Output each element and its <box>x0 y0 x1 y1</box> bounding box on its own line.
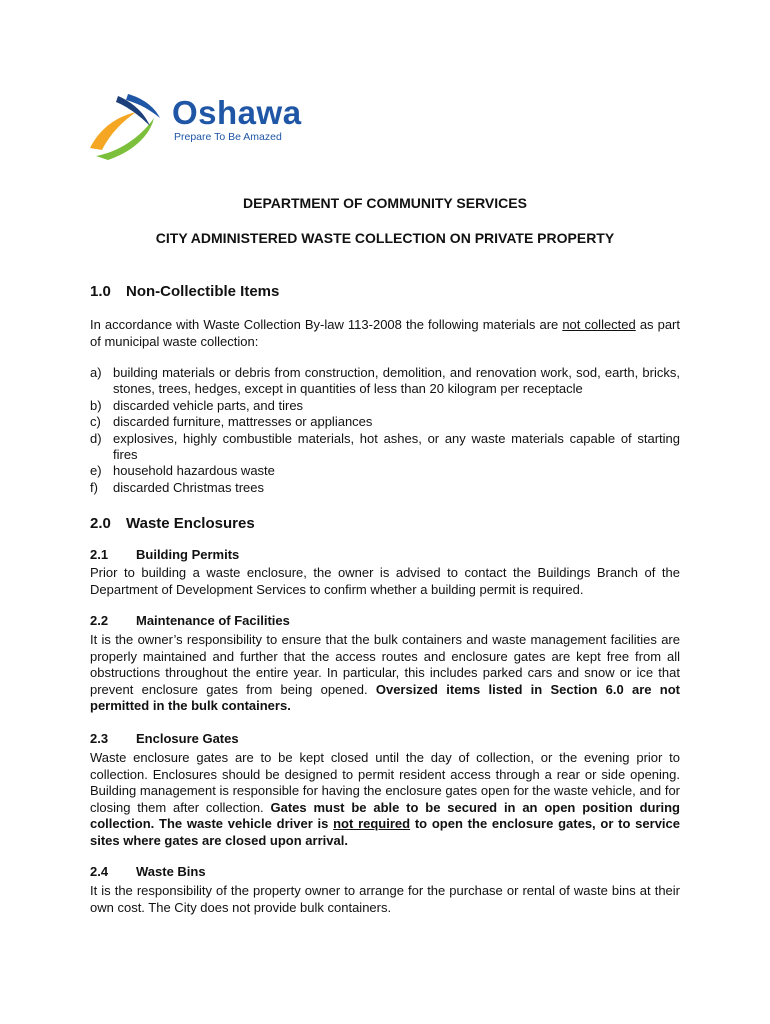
subsection-title-text: Waste Bins <box>136 864 206 879</box>
list-item-text: discarded furniture, mattresses or appliances <box>113 414 373 430</box>
subsection-2-2-title <box>90 613 290 629</box>
list-marker: c) <box>90 414 101 430</box>
paragraph-text: It is the owner’s responsibility to ensure that the bulk containers and waste management facilities are properly maintained and further that the access routes and enclosure gates are kept free from all obstructions throughout the entire year. In particular, this includes parked cars and snow or ice that prevent enclosure gates from being opened. <box>90 632 680 697</box>
subsection-title-text: Building Permits <box>136 547 240 562</box>
section-title-text: Non-Collectible Items <box>126 283 280 300</box>
section-title-text: Waste Enclosures <box>126 515 255 532</box>
subsection-2-4-title <box>90 864 206 880</box>
logo-tagline: Prepare To Be Amazed <box>174 131 282 143</box>
list-item-text: building materials or debris from construction, demolition, and renovation work, sod, earth, bricks, stones, trees, hedges, except in quantities of less than 20 kilogram per receptacle <box>113 365 680 397</box>
section-number: 2.0 <box>90 515 111 532</box>
subsection-2-2-text <box>90 632 680 715</box>
intro-text: In accordance with Waste Collection By-law 113-2008 the following materials are <box>90 317 563 332</box>
subsection-title-text: Maintenance of Facilities <box>136 613 290 628</box>
subsection-number: 2.4 <box>90 864 109 879</box>
list-item-text: discarded Christmas trees <box>113 479 264 495</box>
subsection-2-3-title <box>90 731 239 747</box>
list-item <box>90 365 680 398</box>
list-item <box>90 463 680 479</box>
paragraph-text: Waste enclosure gates are to be kept closed until the day of collection, or the evening prior to collection. Enclosures should be designed to permit resident access through a rear or side opening. Building management is responsible for having the enclosure gates open for the waste vehicle, and for closing them after collection. <box>90 750 680 815</box>
oshawa-swoosh-icon <box>88 92 172 162</box>
subsection-number: 2.2 <box>90 613 109 628</box>
section-2-title <box>90 515 255 533</box>
paragraph-bold-underlined: not required <box>333 816 411 831</box>
subsection-2-1-text: Prior to building a waste enclosure, the owner is advised to contact the Buildings Branch of the Department of Development Services to confirm whether a building permit is required. <box>90 565 680 597</box>
section-1-title <box>90 283 279 301</box>
list-item <box>90 480 680 496</box>
paragraph-bold-text: Oversized items listed in Section 6.0 are not permitted in the bulk containers. <box>90 681 680 713</box>
list-marker: d) <box>90 430 102 446</box>
list-item <box>90 414 680 430</box>
document-subject: CITY ADMINISTERED WASTE COLLECTION ON PRIVATE PROPERTY <box>155 230 615 246</box>
subsection-number: 2.3 <box>90 731 109 746</box>
subsection-2-3-text <box>90 750 680 849</box>
subsection-title-text: Enclosure Gates <box>136 731 239 746</box>
non-collectible-list <box>90 365 680 496</box>
oshawa-logo <box>88 92 318 162</box>
intro-underlined: not collected <box>562 317 636 332</box>
logo-wordmark: Oshawa <box>172 94 302 131</box>
department-heading: DEPARTMENT OF COMMUNITY SERVICES <box>243 195 527 211</box>
subsection-2-4-text: It is the responsibility of the property owner to arrange for the purchase or rental of waste bins at their own cost. The City does not provide bulk containers. <box>90 883 680 915</box>
list-item-text: discarded vehicle parts, and tires <box>113 397 304 413</box>
list-item <box>90 431 680 464</box>
list-item-text: explosives, highly combustible materials, hot ashes, or any waste materials capable of starting fires <box>113 430 680 463</box>
list-item <box>90 398 680 414</box>
section-number: 1.0 <box>90 283 111 300</box>
list-marker: f) <box>90 479 98 495</box>
list-marker: e) <box>90 463 102 479</box>
paragraph-bold-text: Gates must be able to be secured in an open position during collection. The waste vehicle driver is <box>90 799 681 831</box>
subsection-number: 2.1 <box>90 547 109 562</box>
list-marker: a) <box>90 365 102 380</box>
intro-text-end: as part of municipal waste collection: <box>90 317 680 349</box>
list-item-text: household hazardous waste <box>113 463 275 479</box>
section-1-intro <box>90 317 680 350</box>
paragraph-bold-text-end: to open the enclosure gates, or to service sites where gates are closed upon arrival. <box>90 816 681 848</box>
subsection-2-1-title <box>90 547 239 563</box>
list-marker: b) <box>90 397 102 413</box>
